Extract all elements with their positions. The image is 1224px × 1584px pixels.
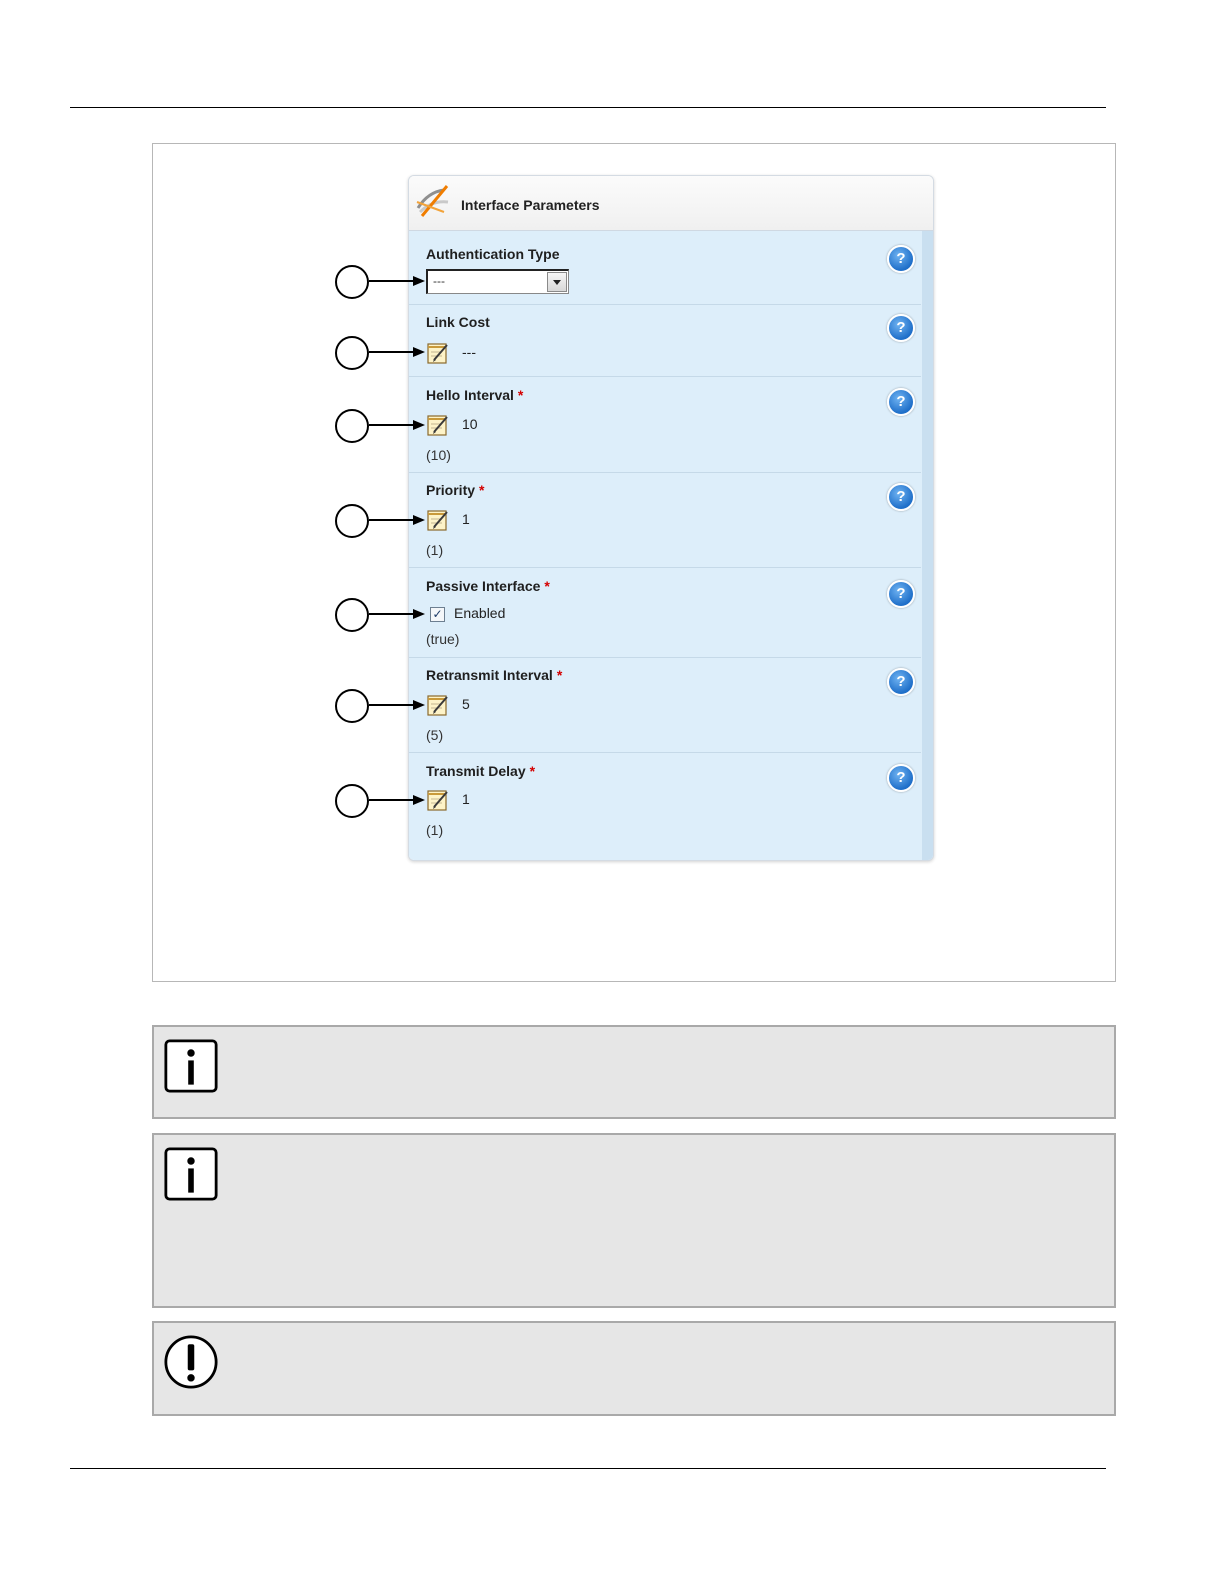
retransmit-interval-default: (5): [426, 727, 444, 743]
field-label: [426, 482, 484, 498]
edit-note-icon[interactable]: [426, 341, 450, 365]
callout-circle: [335, 265, 369, 299]
callout-arrowhead: [413, 515, 425, 525]
callout-arrow: [369, 424, 417, 426]
info-icon: [164, 1039, 218, 1093]
help-icon[interactable]: ?: [887, 580, 915, 608]
callout-circle: [335, 598, 369, 632]
field-label: Authentication Type: [426, 246, 560, 262]
field-label-text: Retransmit Interval: [426, 667, 553, 683]
callout-arrow: [369, 519, 417, 521]
field-link-cost: [409, 305, 921, 377]
callout-arrow: [369, 799, 417, 801]
field-label: [426, 763, 535, 779]
field-priority: [409, 473, 921, 568]
priority-value: 1: [462, 511, 470, 527]
priority-default: (1): [426, 542, 444, 558]
field-authentication-type: [409, 231, 921, 305]
callout-arrowhead: [413, 700, 425, 710]
footer-rule: [70, 1468, 1106, 1469]
field-passive-interface: [409, 568, 921, 658]
callout-circle: [335, 689, 369, 723]
field-transmit-delay: [409, 753, 921, 860]
enabled-checkbox[interactable]: ✓: [430, 607, 445, 622]
link-cost-value-row: [426, 341, 626, 367]
help-icon[interactable]: ?: [887, 483, 915, 511]
callout-arrowhead: [413, 609, 425, 619]
callout-arrow: [369, 613, 417, 615]
hello-interval-value-row: [426, 413, 626, 439]
edit-note-icon[interactable]: [426, 788, 450, 812]
callout-arrow: [369, 280, 417, 282]
field-retransmit-interval: [409, 658, 921, 753]
help-icon[interactable]: ?: [887, 668, 915, 696]
required-marker: *: [517, 387, 524, 403]
help-icon[interactable]: ?: [887, 764, 915, 792]
field-label-text: Hello Interval: [426, 387, 514, 403]
hello-interval-default: (10): [426, 447, 451, 463]
panel-header: [409, 176, 933, 231]
info-icon: [164, 1147, 218, 1201]
required-marker: *: [479, 482, 485, 498]
field-hello-interval: [409, 377, 921, 473]
field-label: [426, 578, 550, 594]
warning-box: [152, 1321, 1116, 1416]
passive-interface-default: (true): [426, 631, 460, 647]
passive-interface-value-row: [426, 605, 626, 625]
required-marker: *: [529, 763, 536, 779]
callout-arrowhead: [413, 276, 425, 286]
routing-icon: [414, 182, 452, 220]
checkbox-label: Enabled: [454, 605, 506, 621]
callout-arrowhead: [413, 420, 425, 430]
transmit-delay-value: 1: [462, 791, 470, 807]
field-label: [426, 387, 523, 403]
panel-title: Interface Parameters: [461, 197, 600, 213]
help-icon[interactable]: ?: [887, 245, 915, 273]
retransmit-interval-value-row: [426, 693, 626, 719]
callout-arrowhead: [413, 795, 425, 805]
edit-note-icon[interactable]: [426, 508, 450, 532]
link-cost-value: ---: [462, 344, 476, 360]
exclamation-icon: [164, 1335, 218, 1389]
transmit-delay-value-row: [426, 788, 626, 814]
callout-circle: [335, 504, 369, 538]
field-label-text: Priority: [426, 482, 476, 498]
edit-note-icon[interactable]: [426, 413, 450, 437]
note-box: [152, 1133, 1116, 1308]
field-label: Link Cost: [426, 314, 490, 330]
required-marker: *: [556, 667, 563, 683]
callout-circle: [335, 409, 369, 443]
field-label-text: Passive Interface: [426, 578, 541, 594]
hello-interval-value: 10: [462, 416, 478, 432]
help-icon[interactable]: ?: [887, 388, 915, 416]
authentication-type-select[interactable]: [426, 269, 569, 294]
callout-arrow: [369, 704, 417, 706]
panel-body: [409, 231, 933, 860]
select-value: ---: [433, 274, 445, 288]
interface-parameters-panel: [408, 175, 934, 861]
edit-note-icon[interactable]: [426, 693, 450, 717]
callout-circle: [335, 784, 369, 818]
callout-arrowhead: [413, 347, 425, 357]
field-label: [426, 667, 562, 683]
required-marker: *: [544, 578, 550, 594]
callout-circle: [335, 336, 369, 370]
transmit-delay-default: (1): [426, 822, 444, 838]
callout-arrow: [369, 351, 417, 353]
priority-value-row: [426, 508, 626, 534]
header-rule: [70, 107, 1106, 108]
retransmit-interval-value: 5: [462, 696, 470, 712]
field-label-text: Transmit Delay: [426, 763, 526, 779]
help-icon[interactable]: ?: [887, 314, 915, 342]
chevron-down-icon[interactable]: [547, 272, 567, 292]
note-box: [152, 1025, 1116, 1119]
